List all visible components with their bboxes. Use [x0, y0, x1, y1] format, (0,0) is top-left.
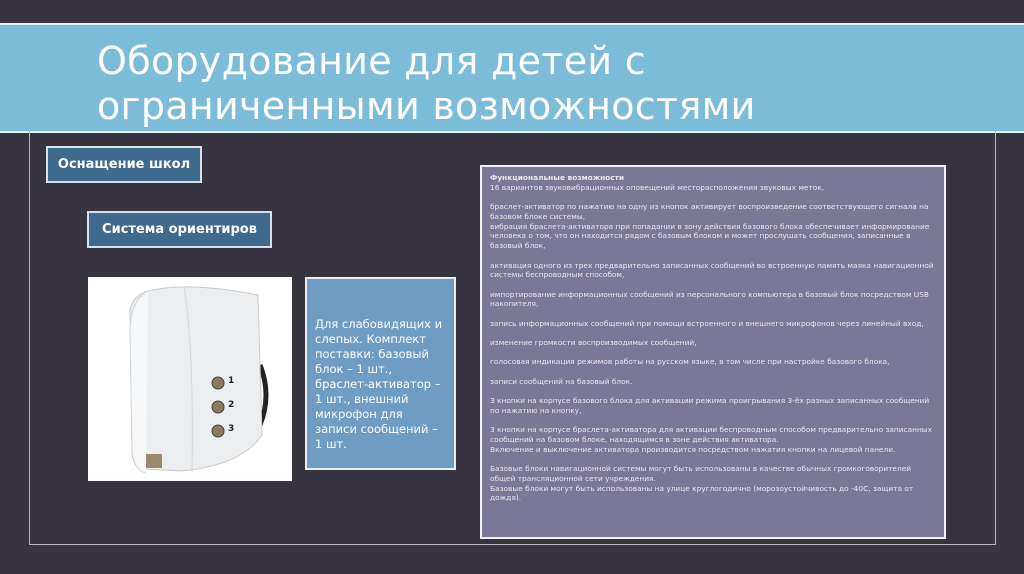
- button-number-1: 1: [228, 376, 235, 386]
- feature-paragraph: записи сообщений на базовый блок.: [490, 376, 633, 386]
- button-3-icon: [212, 425, 224, 437]
- button-1-icon: [212, 377, 224, 389]
- feature-paragraph: Базовые блоки навигационной системы могут быть использованы в качестве обычных громкоговорителей общей трансляционной сети учреждения. Базовые блоки могут быть использованы на улице круглогодично (морозоустойчивость до -40С, защита от дождя).: [490, 463, 914, 503]
- feature-paragraph: 3 кнопки на корпусе браслета-активатора для активации беспроводным способом предварительно записанных сообщений на базовом блоке, находящимся в зоне действия активатора. Включение и выключение активатора производится посредством нажатия кнопки на лицевой панели.: [490, 425, 933, 454]
- title-band: [0, 23, 1024, 133]
- title-line-2: ограниченными возможностями: [97, 84, 756, 128]
- feature-paragraph: импортирование информационных сообщений из персонального компьютера в базовый блок посредством USB накопителя,: [490, 289, 929, 309]
- feature-paragraph: изменение громкости воспроизводимых сообщений,: [490, 338, 697, 348]
- device-photo: [88, 277, 292, 481]
- feature-paragraph: 3 кнопки на корпусе базового блока для активации режима проигрывания 3-ёх разных записанных сообщений по нажатию на кнопку,: [490, 395, 930, 415]
- feature-paragraph: активация одного из трех предварительно записанных сообщений во встроенную память маяка навигационной системы беспроводным способом,: [490, 260, 934, 280]
- features-list: [490, 183, 936, 503]
- features-panel: [480, 165, 946, 539]
- button-number-3: 3: [228, 424, 235, 434]
- feature-paragraph: запись информационных сообщений при помощи встроенного и внешнего микрофонов через линейный вход,: [490, 318, 924, 328]
- feature-paragraph: 16 вариантов звуковибрационных оповещений месторасположения звуковых меток,: [490, 182, 825, 192]
- speaker-device-image: [88, 277, 292, 481]
- slide-title: [97, 39, 756, 129]
- kit-description-box: [305, 277, 456, 470]
- system-label: Система ориентиров: [87, 211, 272, 248]
- feature-paragraph: голосовая индикация режимов работы на русском языке, в том числе при настройке базового блока,: [490, 357, 890, 367]
- button-number-2: 2: [228, 400, 235, 410]
- section-label: Оснащение школ: [46, 146, 202, 183]
- features-heading: Функциональные возможности: [490, 173, 625, 182]
- kit-description: Для слабовидящих и слепых. Комплект поставки: базовый блок – 1 шт., браслет-активатор – 1 шт., внешний микрофон для записи сообщений – 1 шт.: [315, 317, 443, 451]
- button-2-icon: [212, 401, 224, 413]
- feature-paragraph: браслет-активатор по нажатию на одну из кнопок активирует воспроизведение соответствующего сигнала на базовом блоке системы, вибрация браслета-активатора при попадании в зону действия базового блока обеспечивает информирование человека о том, что он находится рядом с базовым блоком и может прослушать сообщения, записанные в базовый блок,: [490, 202, 930, 251]
- title-line-1: Оборудование для детей с: [97, 39, 646, 83]
